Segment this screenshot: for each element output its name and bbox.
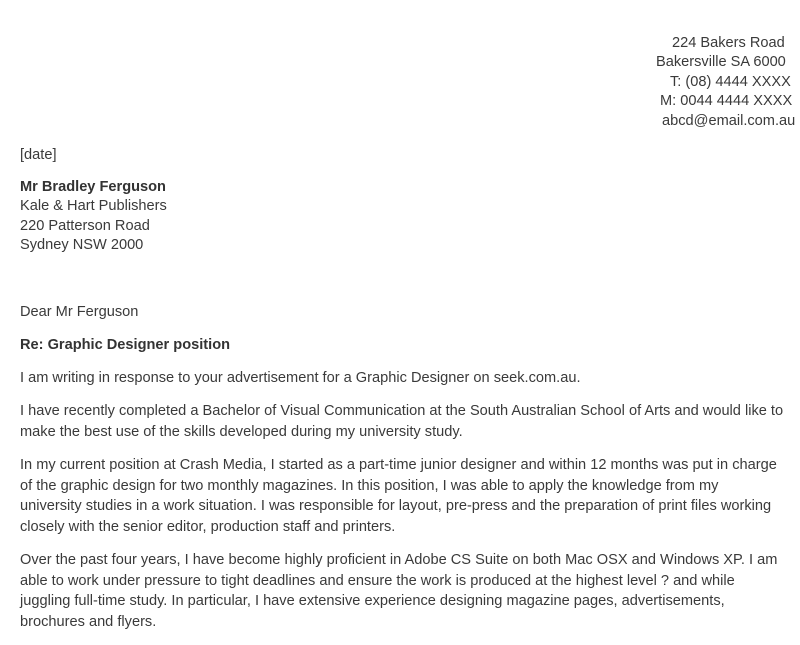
sender-mobile: M: 0044 4444 XXXX [660, 93, 793, 110]
recipient-city: Sydney NSW 2000 [20, 237, 144, 254]
body-paragraph: Over the past four years, I have become highly proficient in Adobe CS Suite on both Mac OSX and Windows XP. I am able to work under pressure to tight deadlines and ensure the work is produced at the highest level ? and while juggling full-time study. In particular, I have extensive experience designing magazine pages, advertisements, brochures and flyers. [20, 551, 778, 630]
recipient-street: 220 Patterson Road [20, 217, 150, 234]
recipient-name: Mr Bradley Ferguson [20, 179, 166, 195]
sender-suburb: Bakersville SA 6000 [656, 54, 786, 71]
body-paragraph: I have recently completed a Bachelor of Visual Communication at the South Australian School of Arts and would like to make the best use of the skills developed during my university study. [20, 403, 784, 440]
sender-email: abcd@email.com.au [662, 112, 796, 129]
sender-phone: T: (08) 4444 XXXX [670, 73, 791, 90]
letter-body [20, 368, 784, 645]
salutation: Dear Mr Ferguson [20, 304, 139, 320]
sender-address-block [620, 34, 796, 131]
subject-line: Re: Graphic Designer position [20, 337, 231, 353]
letter-date: [date] [20, 147, 57, 163]
recipient-address-block [20, 178, 167, 256]
body-paragraph: I am writing in response to your advertisement for a Graphic Designer on seek.com.au. [20, 370, 581, 386]
recipient-company: Kale & Hart Publishers [20, 198, 167, 215]
sender-street: 224 Bakers Road [672, 35, 785, 51]
body-paragraph: In my current position at Crash Media, I started as a part-time junior designer and within 12 months was put in charge of the graphic design for two monthly magazines. In this position, I was able to apply the knowledge from my university studies in a work situation. I was responsible for layout, pre-press and the preparation of print files working closely with the senior editor, production staff and printers. [20, 456, 777, 535]
